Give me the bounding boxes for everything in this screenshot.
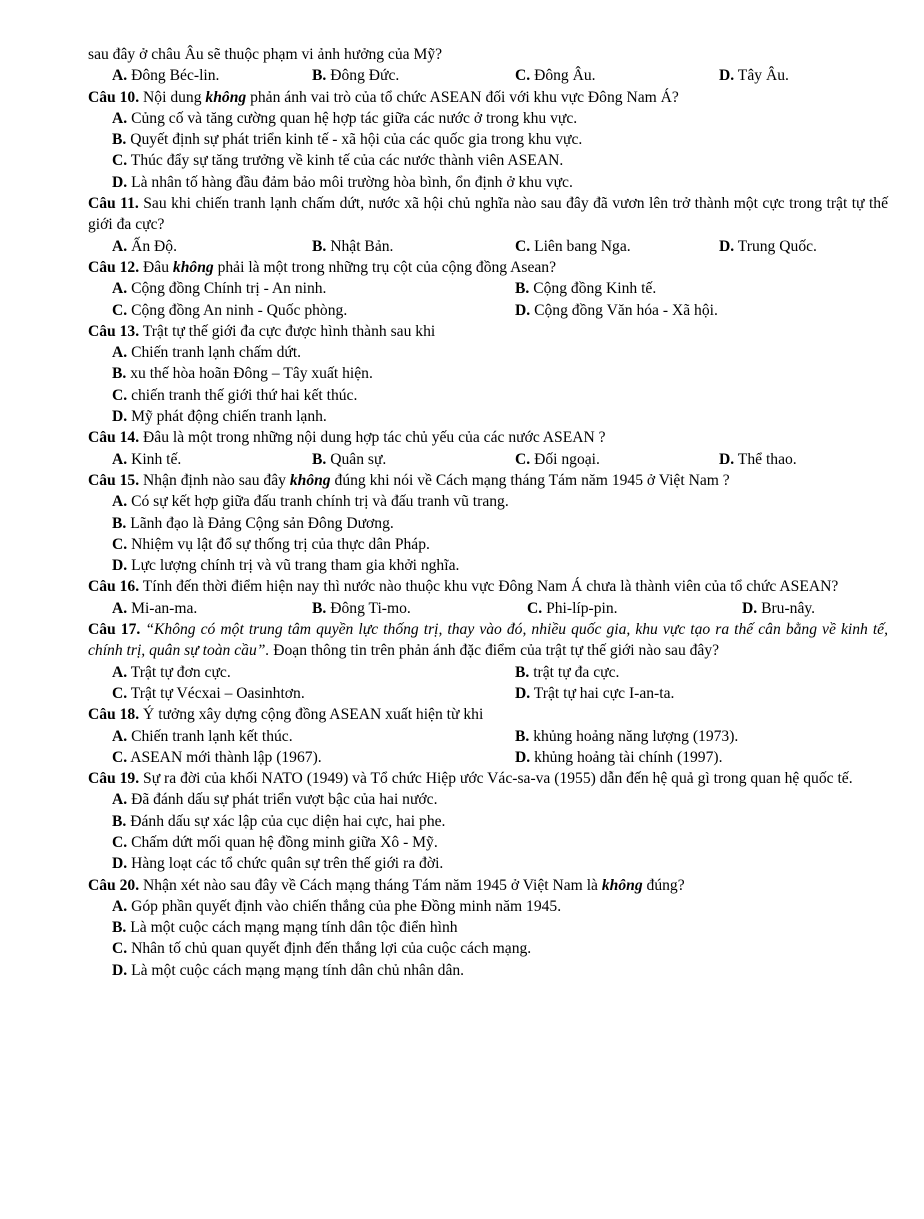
q10-option-d: D. Là nhân tố hàng đầu đảm bảo môi trường hòa bình, ổn định ở khu vực. <box>112 173 573 191</box>
q11-option-d: D. Trung Quốc. <box>719 237 817 255</box>
q17-option-c: C. Trật tự Vécxai – Oasinhtơn. <box>112 684 305 702</box>
question-18: Câu 18. Ý tưởng xây dựng cộng đồng ASEAN xuất hiện từ khi <box>88 706 484 724</box>
q10-option-b: B. Quyết định sự phát triển kinh tế - xã hội của các quốc gia trong khu vực. <box>112 131 583 149</box>
q13-option-b: B. xu thế hòa hoãn Đông – Tây xuất hiện. <box>112 365 373 383</box>
q18-option-c: C. ASEAN mới thành lập (1967). <box>112 748 322 766</box>
q12-option-a: A. Cộng đồng Chính trị - An ninh. <box>112 280 327 298</box>
q17-option-b: B. trật tự đa cực. <box>515 663 620 681</box>
q18-options-row2 <box>88 747 888 768</box>
q12-option-d: D. Cộng đồng Văn hóa - Xã hội. <box>515 301 718 319</box>
q18-options-row1 <box>88 726 888 747</box>
q17-option-a: A. Trật tự đơn cực. <box>112 663 231 681</box>
question-10: Câu 10. Nội dung không phản ánh vai trò của tổ chức ASEAN đối với khu vực Đông Nam Á? <box>88 88 679 106</box>
q15-option-a: A. Có sự kết hợp giữa đấu tranh chính trị và đấu tranh vũ trang. <box>112 493 509 511</box>
q11-option-c: C. Liên bang Nga. <box>515 237 631 255</box>
q20-option-d: D. Là một cuộc cách mạng mạng tính dân chủ nhân dân. <box>112 961 465 979</box>
question-14: Câu 14. Đâu là một trong những nội dung hợp tác chủ yếu của các nước ASEAN ? <box>88 429 606 447</box>
q14-option-a: A. Kinh tế. <box>112 450 182 468</box>
q16-option-d: D. Bru-nây. <box>742 599 816 617</box>
q14-options <box>88 449 888 470</box>
option-c: C. Đông Âu. <box>515 67 596 85</box>
q12-options-row1 <box>88 278 888 299</box>
q11-options <box>88 236 888 257</box>
q15-option-d: D. Lực lượng chính trị và vũ trang tham gia khởi nghĩa. <box>112 557 460 575</box>
intro-options <box>88 65 888 86</box>
q19-option-a: A. Đã đánh dấu sự phát triển vượt bậc của hai nước. <box>112 791 438 809</box>
q18-option-d: D. khủng hoảng tài chính (1997). <box>515 748 723 766</box>
document-page <box>88 44 888 981</box>
q17-options-row2 <box>88 683 888 704</box>
q16-option-c: C. Phi-líp-pin. <box>527 599 618 617</box>
question-20: Câu 20. Nhận xét nào sau đây về Cách mạng tháng Tám năm 1945 ở Việt Nam là không đúng? <box>88 876 685 894</box>
q15-option-c: C. Nhiệm vụ lật đổ sự thống trị của thực dân Pháp. <box>112 535 430 553</box>
q11-option-b: B. Nhật Bản. <box>312 237 394 255</box>
q17-options-row1 <box>88 662 888 683</box>
option-b: B. Đông Đức. <box>312 67 400 85</box>
q10-option-c: C. Thúc đẩy sự tăng trưởng về kinh tế của các nước thành viên ASEAN. <box>112 152 564 170</box>
q18-option-b: B. khủng hoảng năng lượng (1973). <box>515 727 739 745</box>
q14-option-d: D. Thể thao. <box>719 450 797 468</box>
q16-option-a: A. Mi-an-ma. <box>112 599 198 617</box>
q14-option-c: C. Đối ngoại. <box>515 450 600 468</box>
q15-option-b: B. Lãnh đạo là Đảng Cộng sản Đông Dương. <box>112 514 394 532</box>
q19-option-c: C. Chấm dứt mối quan hệ đồng minh giữa Xô - Mỹ. <box>112 833 438 851</box>
question-16: Câu 16. Tính đến thời điểm hiện nay thì nước nào thuộc khu vực Đông Nam Á chưa là thành viên của tổ chức ASEAN? <box>88 578 839 596</box>
q20-option-b: B. Là một cuộc cách mạng mạng tính dân tộc điển hình <box>112 919 458 937</box>
q18-option-a: A. Chiến tranh lạnh kết thúc. <box>112 727 293 745</box>
question-15: Câu 15. Nhận định nào sau đây không đúng khi nói về Cách mạng tháng Tám năm 1945 ở Việt Nam ? <box>88 471 730 489</box>
question-12: Câu 12. Đâu không phải là một trong những trụ cột của cộng đồng Asean? <box>88 258 557 276</box>
q11-option-a: A. Ấn Độ. <box>112 237 177 255</box>
option-a: A. Đông Béc-lin. <box>112 67 220 85</box>
q20-option-c: C. Nhân tố chủ quan quyết định đến thắng lợi của cuộc cách mạng. <box>112 940 532 958</box>
q20-option-a: A. Góp phần quyết định vào chiến thắng của phe Đồng minh năm 1945. <box>112 897 562 915</box>
q10-option-a: A. Củng cố và tăng cường quan hệ hợp tác giữa các nước ở trong khu vực. <box>112 109 578 127</box>
q13-option-c: C. chiến tranh thế giới thứ hai kết thúc. <box>112 386 358 404</box>
q13-option-d: D. Mỹ phát động chiến tranh lạnh. <box>112 408 327 426</box>
q19-option-b: B. Đánh dấu sự xác lập của cục diện hai cực, hai phe. <box>112 812 446 830</box>
question-17: Câu 17. “Không có một trung tâm quyền lực thống trị, thay vào đó, nhiều quốc gia, khu vực tạo ra thế cân bằng về kinh tế, chính trị, quân sự toàn cầu”. Đoạn thông tin trên phản ánh đặc điểm của trật tự thế giới nào sau đây? <box>88 621 888 660</box>
question-13: Câu 13. Trật tự thế giới đa cực được hình thành sau khi <box>88 322 436 340</box>
question-11: Câu 11. Sau khi chiến tranh lạnh chấm dứt, nước xã hội chủ nghĩa nào sau đây đã vươn lên trở thành một cực trong trật tự thế giới đa cực? <box>88 195 888 234</box>
q12-option-c: C. Cộng đồng An ninh - Quốc phòng. <box>112 301 348 319</box>
q16-option-b: B. Đông Ti-mo. <box>312 599 411 617</box>
q13-option-a: A. Chiến tranh lạnh chấm dứt. <box>112 344 302 362</box>
q14-option-b: B. Quân sự. <box>312 450 387 468</box>
q12-option-b: B. Cộng đồng Kinh tế. <box>515 280 657 298</box>
question-19: Câu 19. Sự ra đời của khối NATO (1949) và Tổ chức Hiệp ước Vác-sa-va (1955) dẫn đến hệ quả gì trong quan hệ quốc tế. <box>88 770 853 788</box>
option-d: D. Tây Âu. <box>719 67 789 85</box>
q12-options-row2 <box>88 300 888 321</box>
q19-option-d: D. Hàng loạt các tổ chức quân sự trên thế giới ra đời. <box>112 855 444 873</box>
q16-options <box>88 598 888 619</box>
intro-text: sau đây ở châu Âu sẽ thuộc phạm vi ảnh hưởng của Mỹ? <box>88 46 443 63</box>
q17-option-d: D. Trật tự hai cực I-an-ta. <box>515 684 675 702</box>
